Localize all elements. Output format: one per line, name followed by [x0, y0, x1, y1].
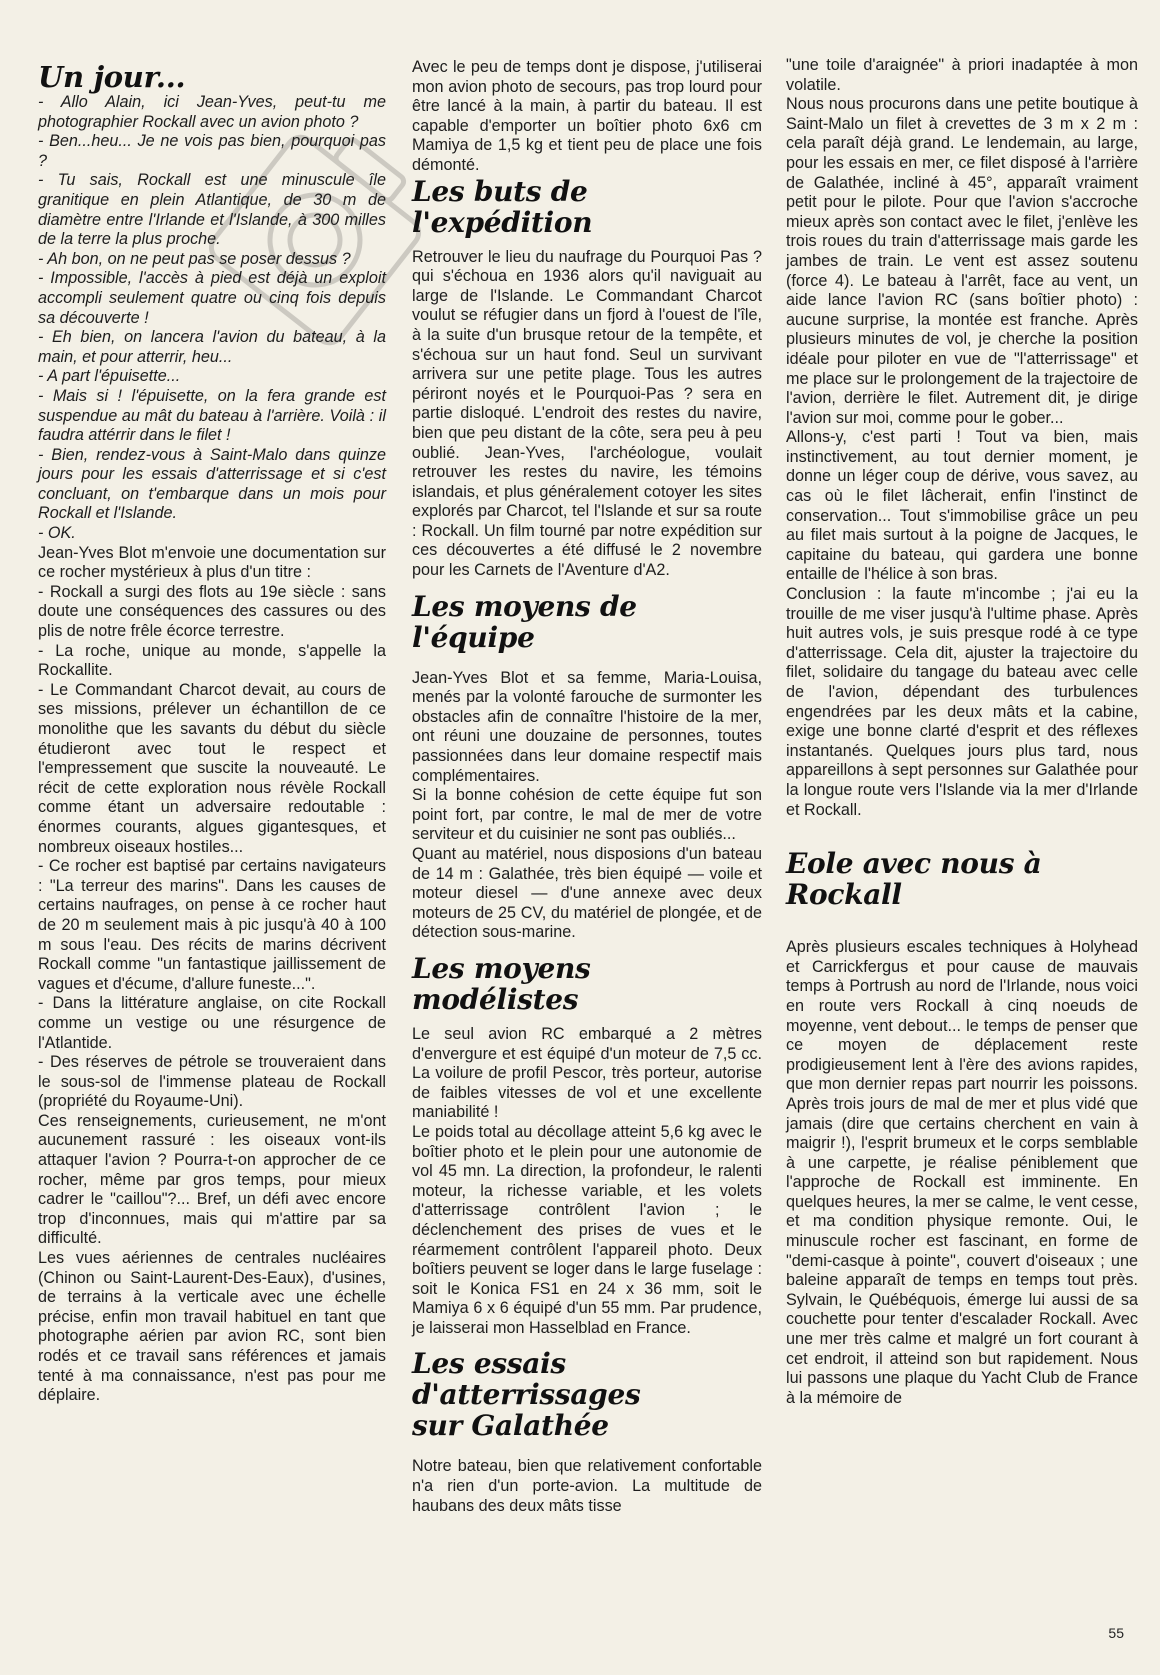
- paragraph: Allons-y, c'est parti ! Tout va bien, mais instinctivement, au tout dernier moment, je donne un léger coup de dérive, vous savez, au cas où le filet lâcherait, enfin l'instinct de conservation... Tout s'immobilise grâce un peu au filet mais surtout à la poigne de Jacques, le capitaine du bateau, qui gardera une bonne entaille de l'hélice à son bras.: [786, 428, 1138, 584]
- column-1: [38, 62, 386, 1406]
- paragraph: - Le Commandant Charcot devait, au cours de ses missions, prélever un échantillon de ce monolithe que les savants du début du siècle étudieront avec tout le respect et l'empressement que suscite la nouveauté. Le récit de cette exploration nous révèle Rockall comme étant un adversaire redoutable : énormes courants, algues gigantesques, et nombreux oiseaux hostiles...: [38, 680, 386, 856]
- dialog-line: - Tu sais, Rockall est une minuscule île granitique en plein Atlantique, de 30 m de diamètre entre l'Irlande et l'Islande, à 300 milles de la terre la plus proche.: [38, 171, 386, 249]
- paragraph: - La roche, unique au monde, s'appelle la Rockallite.: [38, 641, 386, 680]
- paragraph: - Des réserves de pétrole se trouveraient dans le sous-sol de l'immense plateau de Rockall (propriété du Royaume-Uni).: [38, 1053, 386, 1111]
- paragraph: "une toile d'araignée" à priori inadaptée à mon volatile.: [786, 56, 1138, 94]
- paragraph: Conclusion : la faute m'incombe ; j'ai eu la trouille de me viser jusqu'à l'ultime phase. Après huit autres vols, je suis presque rodé à ce type d'atterrissage. Cela dit, ajuster la trajectoire du filet, solidaire du tangage du bateau avec celle de l'avion, dépendant des turbulences engendrées par les deux mâts et la cabine, exige une bonne clarté d'esprit et des réflexes instantanés. Quelques jours plus tard, nous appareillons à sept personnes sur Galathée pour la longue route vers l'Islande via la mer d'Irlande et Rockall.: [786, 585, 1138, 819]
- heading-un-jour: Un jour...: [38, 60, 186, 94]
- heading-eole: Eole avec nous à Rockall: [786, 847, 1042, 912]
- dialog-line: - Impossible, l'accès à pied est déjà un exploit accompli seulement quatre ou cinq fois depuis sa découverte !: [38, 269, 386, 327]
- paragraph: - Ce rocher est baptisé par certains navigateurs : "La terreur des marins". Dans les causes de certains naufrages, on pense à ce rocher haut de 20 m seulement mais à pic jusqu'à 40 à 100 m sous l'eau. Des récits de marins décrivent Rockall comme "un fantastique jaillissement de vagues et d'écume, d'allure funeste...".: [38, 857, 386, 993]
- heading-essais: [412, 1348, 762, 1441]
- column-3: [786, 56, 1138, 1408]
- dialog-line: - Ah bon, on ne peut pas se poser dessus ?: [38, 249, 351, 268]
- dialog-line: - Ben...heu... Je ne vois pas bien, pourquoi pas ?: [38, 132, 386, 170]
- heading-equipe: Les moyens de l'équipe: [412, 589, 637, 654]
- paragraph: Les vues aériennes de centrales nucléaires (Chinon ou Saint-Laurent-Des-Eaux), d'usines, de terrains à la verticale avec une échelle précise, enfin mon travail habituel en tant que photographe aérien par avion RC, sont bien rodés et ce travail sans références et jamais tenté à ma connaissance, n'est pas pour me déplaire.: [38, 1249, 386, 1405]
- paragraph: Ces renseignements, curieusement, ne m'ont aucunement rassuré : les oiseaux vont-ils attaquer l'avion ? Pourra-t-on approcher de ce rocher, même par gros temps, pour mieux cadrer le "caillou"?... Bref, un défi avec encore trop d'inconnues, mais qui m'attire par sa difficulté.: [38, 1111, 386, 1248]
- column-2: [412, 58, 762, 1516]
- dialog-line: - Mais si ! l'épuisette, on la fera grande est suspendue au mât du bateau à l'arrière. Voilà : il faudra attérrir dans le filet !: [38, 386, 386, 445]
- paragraph: Après plusieurs escales techniques à Holyhead et Carrickfergus et pour cause de mauvais temps à Portrush au nord de l'Irlande, nous voici en route vers Rockall à cinq noeuds de moyenne, vent debout... le temps de penser que ce moyen de déplacement reste prodigieusement lent à l'ère des avions rapides, que mon dernier repas part nourrir les poissons. Après trois jours de mal de mer et plus vidé que jamais (dire que certains cherchent en vain à maigrir !), l'esprit brumeux et le corps semblable à une carpette, je réalise péniblement que l'approche de Rockall est imminente. En quelques heures, la mer se calme, le vent cesse, et ma condition physique remonte. Oui, le minuscule rocher est fascinant, en forme de "demi-casque à pointe", couvert d'oiseaux ; une baleine apparaît de temps en temps tout près. Sylvain, le Québéquois, émerge lui aussi de sa couchette pour tenter d'escalader Rockall. Avec une mer très calme et malgré un fort courant à cet endroit, il atteind son but rapidement. Nous lui passons une plaque du Yacht Club de France à la mémoire de: [786, 938, 1138, 1407]
- heading-line: Les essais: [412, 1347, 566, 1381]
- paragraph: Jean-Yves Blot m'envoie une documentation sur ce rocher mystérieux à plus d'un titre :: [38, 543, 386, 582]
- dialog-line: - Bien, rendez-vous à Saint-Malo dans quinze jours pour les essais d'atterrissage et si c'est concluant, on t'embarque dans un mois pour Rockall et l'Islande.: [38, 445, 386, 523]
- paragraph: Avec le peu de temps dont je dispose, j'utiliserai mon avion photo de secours, pas trop lourd pour être lancé à la main, à partir du bateau. Il est capable d'emporter un boîtier photo 6x6 cm Mamiya de 1,5 kg et tient peu de place une fois démonté.: [412, 58, 762, 174]
- heading-modelistes: Les moyens modélistes: [412, 951, 591, 1016]
- paragraph: Le seul avion RC embarqué a 2 mètres d'envergure et est équipé d'un moteur de 7,5 cc. La voilure de profil Pescor, très porteur, autorise de faibles vitesses de vol et une excellente maniabilité !: [412, 1024, 762, 1122]
- page-number: 55: [1108, 1625, 1124, 1641]
- paragraph: Notre bateau, bien que relativement confortable n'a rien d'un porte-avion. La multitude de haubans des deux mâts tisse: [412, 1457, 762, 1515]
- dialog-line: - Allo Alain, ici Jean-Yves, peut-tu me photographier Rockall avec un avion photo ?: [38, 93, 386, 131]
- paragraph: Retrouver le lieu du naufrage du Pourquoi Pas ? qui s'échoua en 1936 alors qu'il naviguait au large de l'Islande. Le Commandant Charcot voulut se réfugier dans un fjord à l'ouest de l'île, à la suite d'un brusque retour de la tempête, et s'échoua sur un haut fond. Seul un survivant arrivera sur une petite plage. Tous les autres périront noyés et le Pourquoi-Pas ? sera en partie disloqué. L'endroit des restes du navire, bien que peu distant de la côte, sera peu à peu oublié. Jean-Yves, l'archéologue, voulait retrouver les restes du navire, les témoins islandais, et plus généralement cotoyer les sites explorés par Charcot, tel l'Islande et sur sa route : Rockall. Un film tourné par notre expédition sur ces découvertes a été diffusé le 2 novembre pour les Carnets de l'Aventure d'A2.: [412, 247, 762, 580]
- paragraph: Si la bonne cohésion de cette équipe fut son point fort, par contre, le mal de mer de votre serviteur et du cuisinier ne sont pas oubliés...: [412, 786, 762, 844]
- paragraph: Quant au matériel, nous disposions d'un bateau de 14 m : Galathée, très bien équipé — voile et moteur diesel — d'une annexe avec deux moteurs de 25 CV, du matériel de plongée, et de détection sous-marine.: [412, 845, 762, 942]
- dialog-line: - A part l'épuisette...: [38, 367, 181, 386]
- paragraph: Nous nous procurons dans une petite boutique à Saint-Malo un filet à crevettes de 3 m x 2 m : cela paraît déjà grand. Le lendemain, au large, pour les essais en mer, ce filet disposé à l'arrière de Galathée, incliné à 45°, apparaît vraiment petit pour le pilote. Pour que l'avion s'accroche mieux après son contact avec le filet, j'enlève les trois roues du train d'atterrissage mais garde les jambes de train. Le vent est assez soutenu (force 4). Le bateau à l'arrêt, face au vent, un aide lance l'avion RC (sans boîtier photo) : aucune surprise, la montée est franche. Après plusieurs minutes de vol, je cherche la position idéale pour piloter en vue de "l'atterrissage" et me place sur le prolongement de la trajectoire de l'avion, derrière le filet. Autrement dit, je dirige l'avion sur moi, comme pour le gober...: [786, 95, 1138, 427]
- paragraph: - Dans la littérature anglaise, on cite Rockall comme un vestige ou une résurgence de l'Atlantide.: [38, 994, 386, 1052]
- dialog: [38, 93, 386, 544]
- heading-buts: Les buts de l'expédition: [412, 174, 593, 239]
- dialog-line: - OK.: [38, 524, 76, 543]
- heading-line: sur Galathée: [412, 1409, 609, 1443]
- paragraph: - Rockall a surgi des flots au 19e siècle : sans doute une conséquences des cassures ou des plis de notre frêle écorce terrestre.: [38, 582, 386, 641]
- paragraph: Le poids total au décollage atteint 5,6 kg avec le boîtier photo et le plein pour une autonomie de vol 45 mn. La direction, la profondeur, le ralenti moteur, la richesse variable, et les volets d'atterrissage contrôlent l'avion ; le déclenchement des prises de vues et le réarmement contrôlent l'appareil photo. Deux boîtiers peuvent se loger dans le large fuselage : soit le Konica FS1 en 24 x 36 mm, soit le Mamiya 6 x 6 équipé d'un 55 mm. Par prudence, je laisserai mon Hasselblad en France.: [412, 1122, 762, 1337]
- paragraph: Jean-Yves Blot et sa femme, Maria-Louisa, menés par la volonté farouche de surmonter les obstacles afin de connaître l'histoire de la mer, ont réuni une douzaine de personnes, toutes passionnées dans leur domaine respectif mais complémentaires.: [412, 668, 762, 785]
- heading-line: d'atterrissages: [412, 1378, 641, 1412]
- dialog-line: - Eh bien, on lancera l'avion du bateau, à la main, et pour atterrir, heu...: [38, 328, 386, 366]
